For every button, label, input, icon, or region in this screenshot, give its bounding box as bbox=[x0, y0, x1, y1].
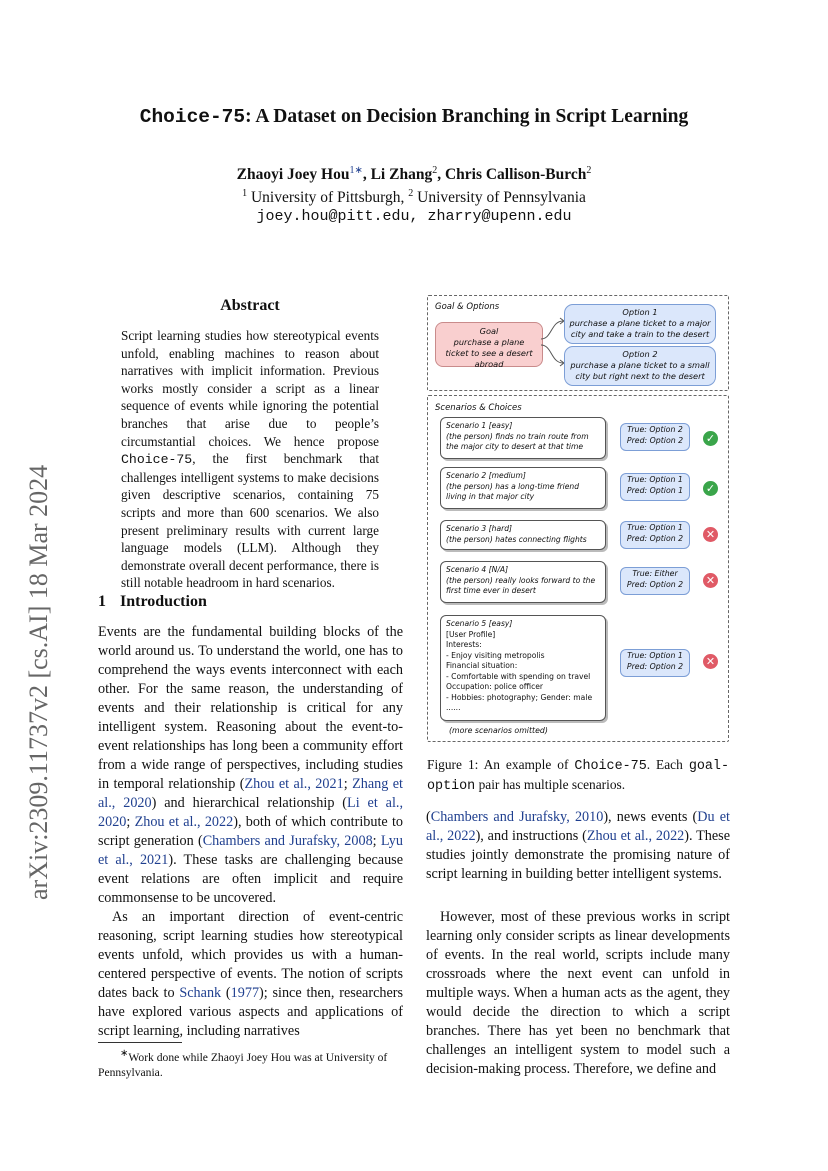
author-1-affil: 1 bbox=[349, 165, 355, 176]
figure-caption bbox=[427, 756, 729, 796]
profile-line: - Comfortable with spending on travel bbox=[446, 671, 591, 681]
scenario-2-card bbox=[440, 467, 606, 509]
caption-text: . Each bbox=[646, 757, 689, 772]
caption-dataset-name: Choice-75 bbox=[574, 759, 647, 774]
profile-line: - Enjoy visiting metropolis bbox=[446, 650, 545, 660]
author-3: Chris Callison-Burch bbox=[444, 166, 587, 184]
option-1-title: Option 1 bbox=[622, 307, 658, 317]
paper-title bbox=[0, 106, 828, 128]
pred-label: Pred: Option 2 bbox=[626, 580, 684, 589]
scenario-3-card bbox=[440, 520, 606, 550]
scenarios-label: Scenarios & Choices bbox=[435, 403, 522, 413]
footnote-text: Work done while Zhaoyi Joey Hou was at University of Pennsylvania. bbox=[98, 1050, 388, 1079]
citation-link[interactable]: Li et al., 2020 bbox=[98, 795, 403, 830]
scenario-text: (the person) hates connecting flights bbox=[446, 534, 587, 544]
text: ; bbox=[126, 814, 135, 830]
profile-line: Interests: bbox=[446, 640, 482, 649]
abstract-part-b: , the first benchmark that challenges intelligent systems to make decisions given descriptive scenarios, containing 75 scripts and more than 600 scenarios. We also present preliminary results with current large language models (LLM). Although they demonstrate overall decent performance, there is still notable headroom in hard scenarios. bbox=[121, 451, 379, 591]
scenario-5-result bbox=[620, 649, 690, 677]
option-1-text: purchase a plane ticket to a major city and take a train to the desert bbox=[569, 318, 711, 339]
scenario-text: (the person) has a long-time friend living in that major city bbox=[446, 481, 580, 501]
figure-1 bbox=[427, 295, 729, 745]
abstract-part-a: Script learning studies how stereotypical events unfold, enabling machines to reason about narratives with implicit information. Previous works mostly consider a script as a linear sequence of events while ignoring the potential branches that arise due to people’s circumstantial choices. We hence propose bbox=[121, 328, 379, 449]
text: ; bbox=[372, 833, 381, 849]
pred-label: Pred: Option 2 bbox=[626, 436, 684, 445]
goal-title: Goal bbox=[479, 326, 499, 336]
affil-1-mark: 1 bbox=[242, 188, 248, 199]
title-rest: : A Dataset on Decision Branching in Script Learning bbox=[245, 106, 689, 127]
goal-text: purchase a plane ticket to see a desert abroad bbox=[445, 337, 533, 369]
citation-link[interactable]: Chambers and Jurafsky, 2010 bbox=[430, 809, 604, 825]
scenario-1-result bbox=[620, 423, 690, 451]
profile-line: Financial situation: bbox=[446, 661, 518, 670]
section-title: Introduction bbox=[120, 593, 207, 610]
footnote-mark: ∗ bbox=[120, 1048, 129, 1059]
check-icon: ✓ bbox=[703, 481, 718, 496]
text: ); since then, researchers have explored various aspects and applications of script learning, including narratives bbox=[98, 985, 404, 1039]
author-1: Zhaoyi Joey Hou bbox=[236, 166, 350, 184]
affil-2: University of Pennsylvania bbox=[417, 189, 586, 207]
scenario-4-card bbox=[440, 561, 606, 603]
abstract-heading: Abstract bbox=[220, 297, 280, 314]
profile-line: ...... bbox=[446, 703, 461, 712]
affiliations bbox=[0, 188, 828, 207]
abstract-text bbox=[121, 327, 379, 592]
true-label: True: Option 1 bbox=[627, 475, 683, 484]
true-label: True: Option 1 bbox=[627, 523, 683, 532]
right-paragraph-2: However, most of these previous works in script learning only consider scripts as linear developments of events. In the real world, scripts include many crossroads where the next event can unfold in multiple ways. When a human acts as the agent, they would decide the direction to which a script branches. There has yet been no benchmark that challenges an intelligent system to model such a decision-making process. Therefore, we define and bbox=[426, 909, 730, 1077]
pred-label: Pred: Option 2 bbox=[626, 662, 684, 671]
scenario-4-result bbox=[620, 567, 690, 595]
citation-link[interactable]: Zhang et al., 2020 bbox=[98, 776, 403, 811]
cross-icon: ✕ bbox=[703, 573, 718, 588]
citation-link[interactable]: Schank bbox=[179, 985, 222, 1001]
caption-code: goal-option bbox=[427, 759, 729, 794]
cross-icon: ✕ bbox=[703, 654, 718, 669]
true-label: True: Either bbox=[632, 569, 678, 578]
arrow-to-option-2 bbox=[541, 345, 563, 363]
text: ), and instructions ( bbox=[475, 828, 587, 844]
arxiv-identifier: arXiv:2309.11737v2 [cs.AI] 18 Mar 2024 bbox=[24, 464, 53, 900]
text: ). These tasks are challenging because event relations are often implicit and require commonsense to be uncovered. bbox=[98, 852, 403, 906]
intro-paragraph-1 bbox=[98, 623, 403, 908]
author-2-affil: 2 bbox=[432, 165, 438, 176]
citation-link[interactable]: Du et al., 2022 bbox=[426, 809, 730, 844]
text: ). These studies jointly demonstrate the promising nature of script learning in building better intelligent systems. bbox=[426, 828, 731, 882]
text: ) and hierarchical relationship ( bbox=[151, 795, 348, 811]
citation-link[interactable]: Lyu et al., 2021 bbox=[98, 833, 403, 868]
option-2-text: purchase a plane ticket to a small city but right next to the desert bbox=[570, 360, 710, 381]
scenario-title: Scenario 1 [easy] bbox=[446, 421, 513, 430]
caption-text: pair has multiple scenarios. bbox=[475, 777, 626, 792]
scenario-text: (the person) really looks forward to the first time ever in desert bbox=[446, 575, 596, 595]
goal-options-label: Goal & Options bbox=[435, 302, 500, 312]
citation-link[interactable]: Zhou et al., 2022 bbox=[586, 828, 685, 844]
scenario-title: Scenario 4 [N/A] bbox=[446, 565, 509, 574]
section-heading bbox=[98, 593, 207, 611]
pred-label: Pred: Option 1 bbox=[626, 486, 684, 495]
title-dataset-name: Choice-75 bbox=[139, 106, 246, 128]
affil-2-mark: 2 bbox=[408, 188, 414, 199]
option-2-title: Option 2 bbox=[622, 349, 658, 359]
text: ( bbox=[221, 985, 231, 1001]
profile-line: - Hobbies: photography; Gender: male bbox=[446, 692, 593, 702]
profile-line: [User Profile] bbox=[446, 629, 496, 639]
affil-1: University of Pittsburgh, bbox=[250, 189, 405, 207]
scenario-title: Scenario 5 [easy] bbox=[446, 619, 513, 628]
footnote-rule bbox=[98, 1042, 182, 1043]
footnote bbox=[98, 1046, 403, 1080]
right-paragraph-1: (Chambers and Jurafsky, 2010), news events (Du et al., 2022), and instructions (Zhou et al., 2022). These studies jointly demonstrate the promising nature of script learning in building better intelligent systems. bbox=[426, 809, 731, 882]
text: As an important direction of event-centric reasoning, script learning studies how stereotypical events unfold, which provides us with a human-centered perspective of events. The notion of scripts dates back to bbox=[98, 909, 403, 1001]
text: ; bbox=[343, 776, 353, 792]
author-list: Zhaoyi Joey Hou$^{1∗}$, Li Zhang$^2$, Chris Callison-Burch$^2$ bbox=[236, 165, 592, 184]
intro-paragraph-2 bbox=[98, 908, 403, 1041]
true-label: True: Option 2 bbox=[627, 425, 683, 434]
citation-link[interactable]: Zhou et al., 2022 bbox=[134, 814, 234, 830]
scenario-5-card bbox=[440, 615, 606, 721]
abstract-dataset-name: Choice-75 bbox=[121, 452, 193, 468]
scenario-title: Scenario 2 [medium] bbox=[446, 471, 526, 480]
author-emails: joey.hou@pitt.edu, zharry@upenn.edu bbox=[256, 208, 572, 225]
caption-text: Figure 1: An example of bbox=[427, 757, 575, 772]
omitted-note: (more scenarios omitted) bbox=[449, 726, 548, 735]
arrow-to-option-1 bbox=[541, 321, 563, 339]
text: ), both of which contribute to script generation ( bbox=[98, 814, 403, 849]
scenario-1-card bbox=[440, 417, 606, 459]
scenario-2-result bbox=[620, 473, 690, 501]
citation-link[interactable]: Chambers and Jurafsky, 2008 bbox=[202, 833, 373, 849]
text: Events are the fundamental building blocks of the world around us. To understand the world, one has to comprehend the ways events interconnect with each other. For the same reason, the understanding of events and their relationship is critical for any intelligent system. Reasoning about the event-to-event relationships has long been a community effort from a wide range of perspectives, including studies in temporal relationship ( bbox=[98, 624, 403, 792]
profile-line: Occupation: police officer bbox=[446, 682, 544, 691]
author-1-footnote-mark[interactable]: ∗ bbox=[354, 165, 363, 176]
text: ), news events ( bbox=[603, 809, 698, 825]
citation-link[interactable]: 1977 bbox=[230, 985, 260, 1001]
scenario-text: (the person) finds no train route from the major city to desert at that time bbox=[446, 431, 589, 451]
pred-label: Pred: Option 2 bbox=[626, 534, 684, 543]
check-icon: ✓ bbox=[703, 431, 718, 446]
option-1-box bbox=[564, 304, 716, 344]
cross-icon: ✕ bbox=[703, 527, 718, 542]
citation-link[interactable]: Zhou et al., 2021 bbox=[244, 776, 344, 792]
scenario-3-result bbox=[620, 521, 690, 549]
section-number: 1 bbox=[98, 593, 106, 610]
author-2: Li Zhang bbox=[370, 166, 433, 184]
scenario-title: Scenario 3 [hard] bbox=[446, 524, 513, 533]
true-label: True: Option 1 bbox=[627, 651, 683, 660]
author-3-affil: 2 bbox=[586, 165, 592, 176]
option-2-box bbox=[564, 346, 716, 386]
